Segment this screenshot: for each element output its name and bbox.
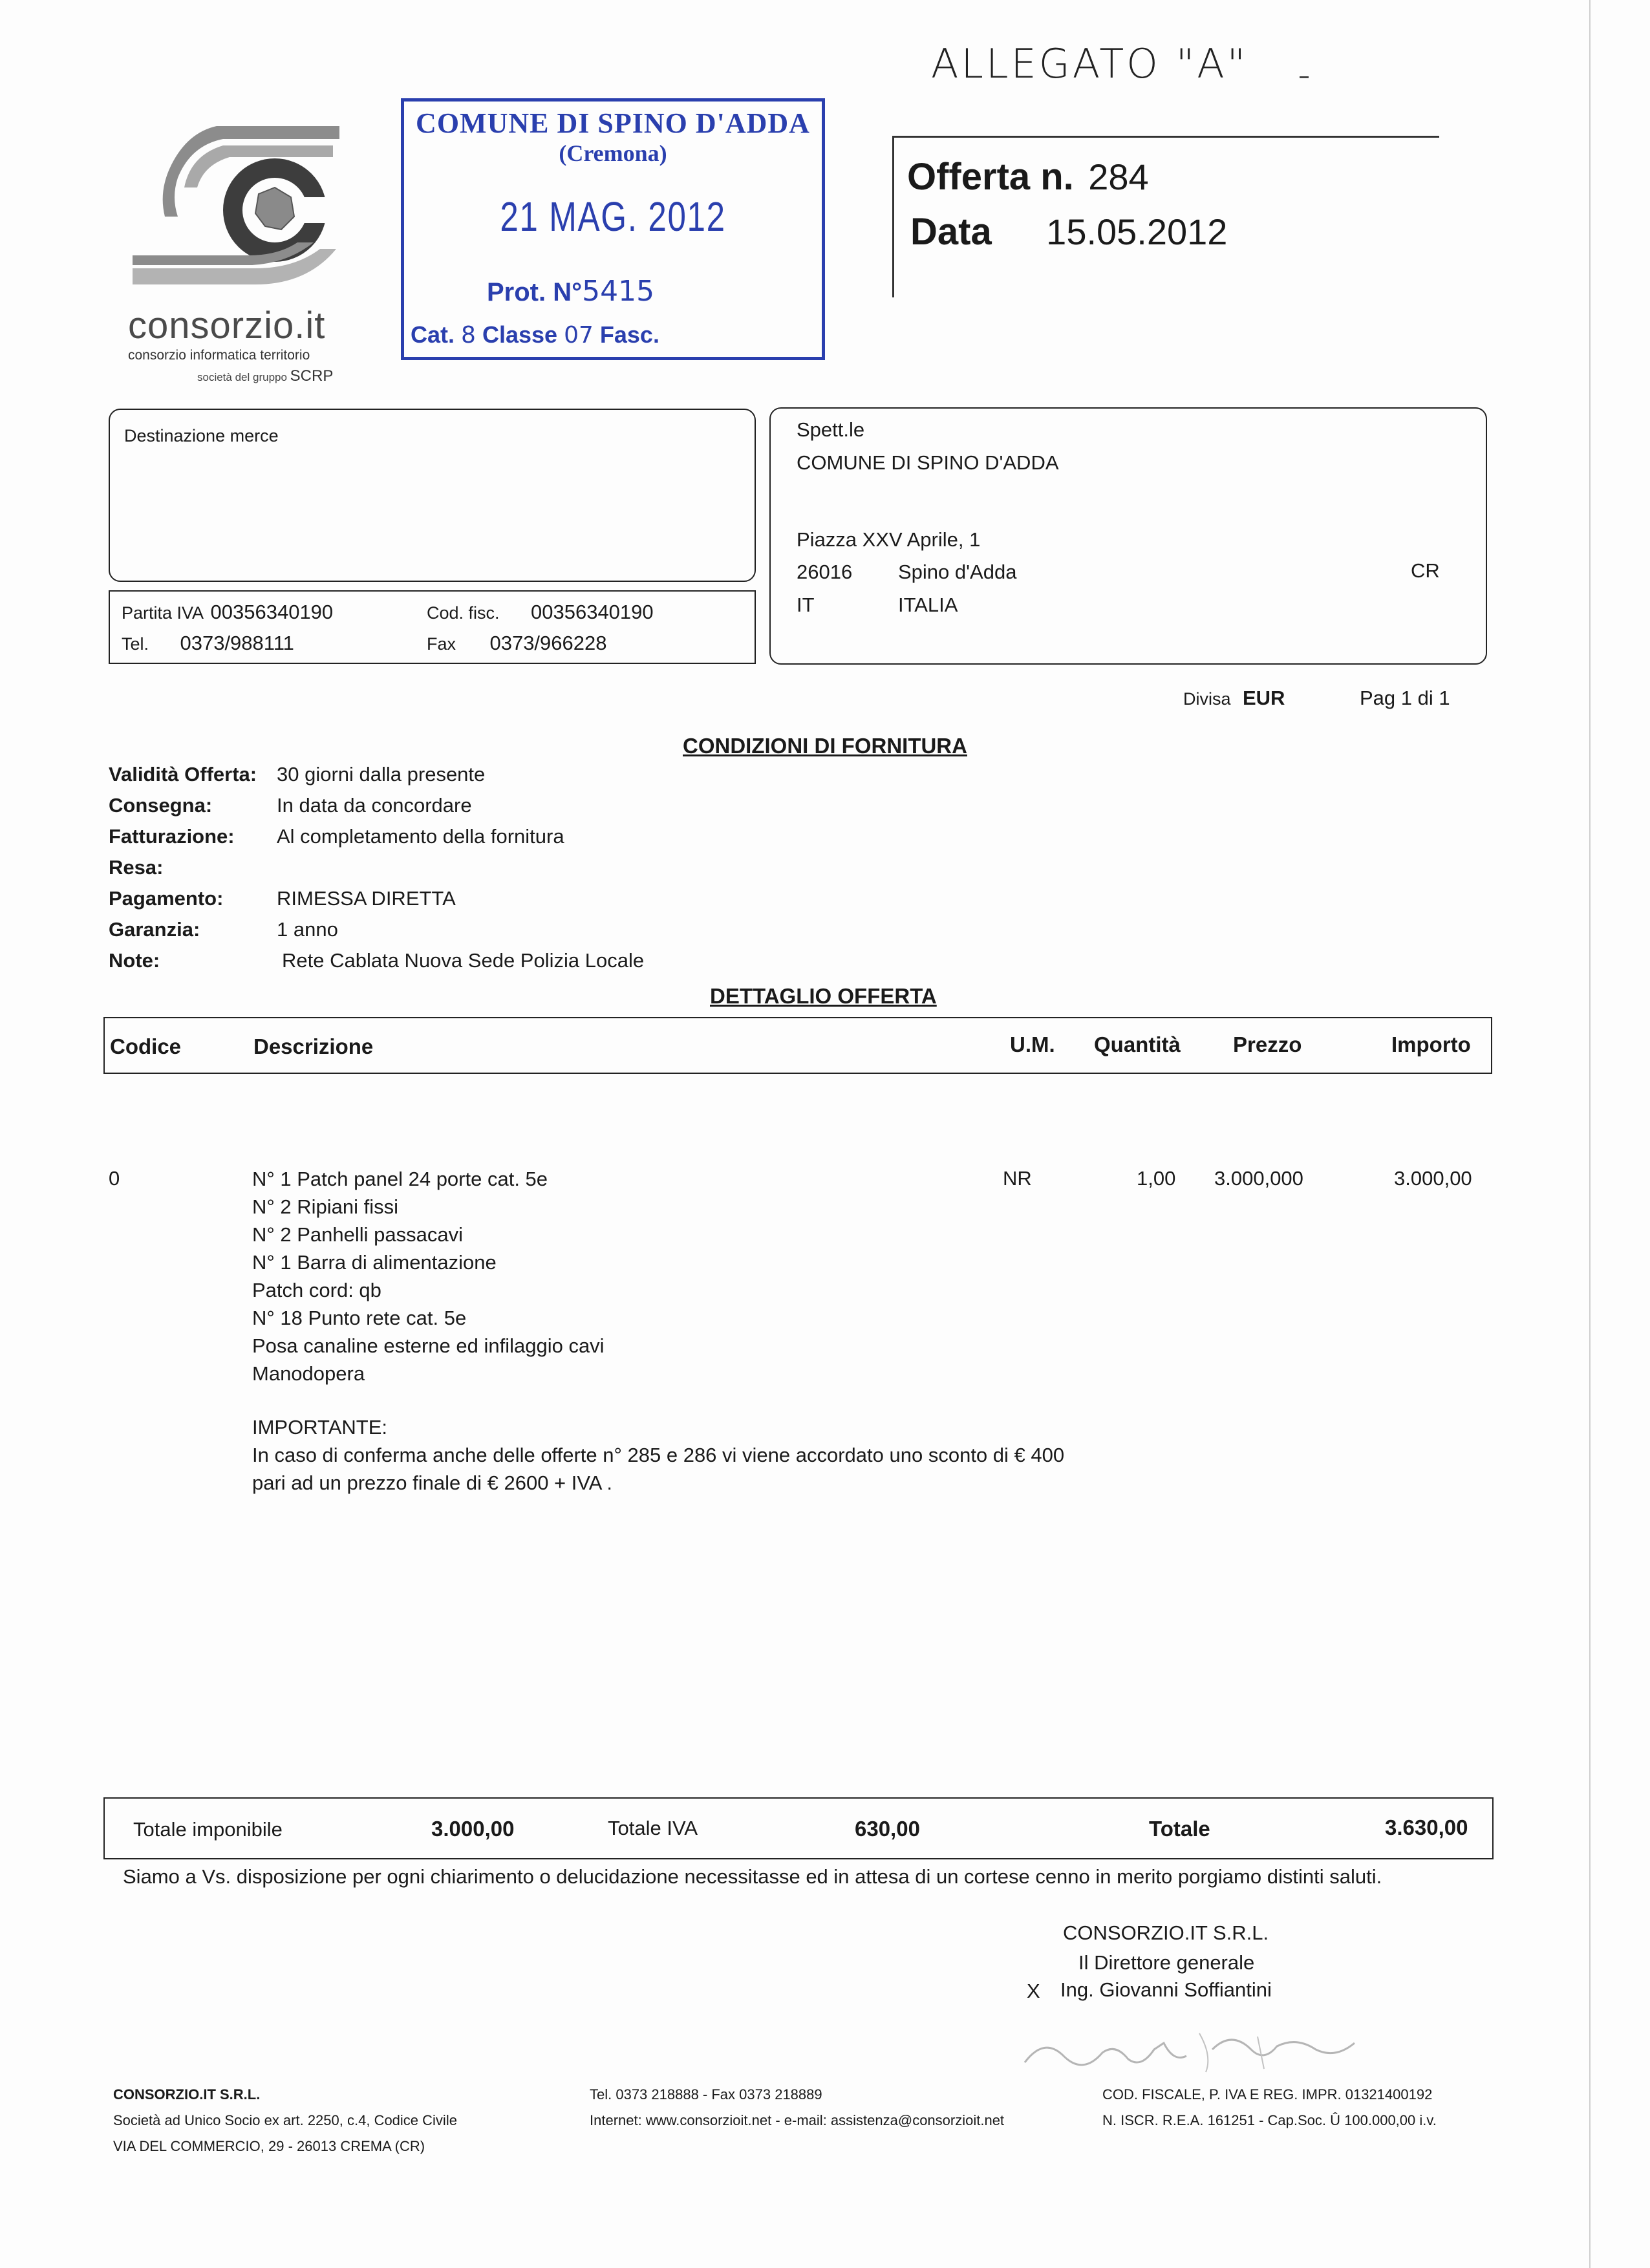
piva-label: Partita IVA xyxy=(122,603,204,623)
recipient-province: CR xyxy=(1411,559,1440,582)
item-code: 0 xyxy=(109,1167,120,1190)
page-number: Pag 1 di 1 xyxy=(1360,687,1450,709)
supplier-ids-box xyxy=(109,590,756,664)
condition-value: RIMESSA DIRETTA xyxy=(277,887,456,910)
condition-label: Fatturazione: xyxy=(109,825,235,848)
offer-number-value: 284 xyxy=(1088,156,1149,197)
col-qty: Quantità xyxy=(1094,1032,1181,1056)
handwritten-annotation: ALLEGATO "A" xyxy=(931,40,1248,87)
condition-row xyxy=(109,949,1014,980)
vat-label: Totale IVA xyxy=(608,1817,698,1839)
signature-company: CONSORZIO.IT S.R.L. xyxy=(1063,1921,1269,1944)
item-qty: 1,00 xyxy=(1137,1167,1176,1190)
logo-group xyxy=(197,367,333,385)
footer-company-address: VIA DEL COMMERCIO, 29 - 26013 CREMA (CR) xyxy=(113,2138,425,2154)
col-amount: Importo xyxy=(1391,1032,1471,1056)
closing-text: Siamo a Vs. disposizione per ogni chiarimento o delucidazione necessitasse ed in attesa di un cortese cenno in merito porgiamo distinti saluti. xyxy=(123,1865,1382,1888)
condition-label: Validità Offerta: xyxy=(109,763,257,786)
offer-date-label: Data xyxy=(910,211,992,253)
vat-value: 630,00 xyxy=(855,1817,920,1841)
stamp-prot-number: 5415 xyxy=(582,275,655,308)
taxable-label: Totale imponibile xyxy=(133,1818,283,1841)
fax-label: Fax xyxy=(427,634,456,654)
condition-row xyxy=(109,763,1014,794)
recipient-country-code: IT xyxy=(797,594,815,616)
footer-phone: Tel. 0373 218888 - Fax 0373 218889 xyxy=(590,2086,822,2102)
footer-company-name: CONSORZIO.IT S.R.L. xyxy=(113,2086,261,2102)
logo-mark-icon xyxy=(126,120,346,301)
tel-label: Tel. xyxy=(122,634,149,654)
condition-label: Resa: xyxy=(109,856,164,879)
stamp-classe-label: Classe xyxy=(482,321,558,348)
signature-name: Ing. Giovanni Soffiantini xyxy=(1060,1978,1272,2001)
logo-wordmark: consorzio.it xyxy=(128,305,326,347)
pen-mark xyxy=(1300,76,1309,78)
offer-number-label: Offerta n. xyxy=(907,156,1074,198)
detail-title: DETTAGLIO OFFERTA xyxy=(710,984,937,1008)
fax-value: 0373/966228 xyxy=(489,632,607,654)
condition-label: Consegna: xyxy=(109,794,213,817)
description-line: N° 1 Barra di alimentazione xyxy=(252,1251,497,1274)
company-logo xyxy=(126,120,346,301)
footer-rea: N. ISCR. R.E.A. 161251 - Cap.Soc. Û 100.000,00 i.v. xyxy=(1102,2112,1437,2128)
offer-number xyxy=(907,155,1149,198)
tel-value: 0373/988111 xyxy=(180,632,294,654)
condition-row xyxy=(109,794,1014,825)
protocol-stamp xyxy=(401,98,825,360)
description-line: N° 2 Ripiani fissi xyxy=(252,1195,399,1218)
destination-box xyxy=(109,409,756,582)
condition-row xyxy=(109,856,1014,887)
important-title: IMPORTANTE: xyxy=(252,1416,387,1439)
condition-label: Garanzia: xyxy=(109,918,200,941)
offer-top-rule xyxy=(892,136,1439,138)
description-line: N° 2 Panhelli passacavi xyxy=(252,1223,464,1246)
currency xyxy=(1183,687,1285,710)
condition-label: Pagamento: xyxy=(109,887,224,910)
stamp-prot-label: Prot. N° xyxy=(487,278,583,306)
handwritten-signature xyxy=(1018,2024,1367,2085)
total-value: 3.630,00 xyxy=(1385,1815,1468,1839)
recipient-city: Spino d'Adda xyxy=(898,561,1017,583)
stamp-province: (Cremona) xyxy=(559,140,667,166)
col-code: Codice xyxy=(110,1034,182,1058)
detail-table-header xyxy=(103,1017,1492,1074)
piva-value: 00356340190 xyxy=(210,601,334,623)
col-description: Descrizione xyxy=(253,1034,374,1058)
condition-row xyxy=(109,825,1014,856)
logo-group-brand: SCRP xyxy=(290,367,334,385)
footer-registration xyxy=(1102,2082,1437,2134)
scan-edge xyxy=(1589,0,1591,2268)
condition-value: Rete Cablata Nuova Sede Polizia Locale xyxy=(282,949,645,972)
stamp-prot xyxy=(487,275,654,308)
footer-contacts xyxy=(590,2082,1004,2134)
cf-label: Cod. fisc. xyxy=(427,603,500,623)
footer-company-legal: Società ad Unico Socio ex art. 2250, c.4, Codice Civile xyxy=(113,2112,457,2128)
recipient-zip: 26016 xyxy=(797,561,853,583)
stamp-cat-value: 8 xyxy=(461,322,476,348)
footer-internet: Internet: www.consorzioit.net - e-mail: assistenza@consorzioit.net xyxy=(590,2112,1005,2128)
conditions-title: CONDIZIONI DI FORNITURA xyxy=(683,734,967,758)
stamp-classe-value: 07 xyxy=(564,322,594,348)
currency-label: Divisa xyxy=(1183,689,1231,709)
important-line: pari ad un prezzo finale di € 2600 + IVA . xyxy=(252,1471,612,1494)
item-amount: 3.000,00 xyxy=(1394,1167,1472,1190)
condition-value: 30 giorni dalla presente xyxy=(277,763,486,786)
recipient-street: Piazza XXV Aprile, 1 xyxy=(797,528,981,551)
conditions-list xyxy=(109,763,1014,980)
col-price: Prezzo xyxy=(1233,1032,1302,1056)
item-um: NR xyxy=(1003,1167,1032,1190)
offer-date-value: 15.05.2012 xyxy=(1046,211,1228,252)
logo-subtitle: consorzio informatica territorio xyxy=(128,348,310,363)
recipient-name: COMUNE DI SPINO D'ADDA xyxy=(797,451,1059,474)
piva-row xyxy=(122,601,333,624)
currency-value: EUR xyxy=(1242,687,1285,709)
recipient-salutation: Spett.le xyxy=(797,418,865,441)
description-line: Patch cord: qb xyxy=(252,1279,381,1301)
stamp-cat-label: Cat. xyxy=(411,321,455,348)
signature-scribble-icon xyxy=(1018,2024,1367,2082)
fax-row xyxy=(427,632,607,655)
cf-value: 00356340190 xyxy=(531,601,654,623)
footer-tax-id: COD. FISCALE, P. IVA E REG. IMPR. 01321400192 xyxy=(1102,2086,1433,2102)
description-line: N° 18 Punto rete cat. 5e xyxy=(252,1307,467,1329)
condition-label: Note: xyxy=(109,949,160,972)
condition-value: 1 anno xyxy=(277,918,338,941)
description-line: Posa canaline esterne ed infilaggio cavi xyxy=(252,1334,605,1357)
total-label: Totale xyxy=(1149,1817,1210,1841)
destination-label: Destinazione merce xyxy=(124,426,279,445)
col-um: U.M. xyxy=(1010,1032,1055,1056)
offer-date xyxy=(910,210,1227,253)
stamp-fasc-label: Fasc. xyxy=(599,321,659,348)
footer-company xyxy=(113,2082,457,2159)
stamp-date: 21 MAG. 2012 xyxy=(500,193,726,240)
important-line: In caso di conferma anche delle offerte n° 285 e 286 vi viene accordato uno sconto di € 400 xyxy=(252,1444,1065,1466)
signature-role: Il Direttore generale xyxy=(1078,1951,1255,1974)
description-line: N° 1 Patch panel 24 porte cat. 5e xyxy=(252,1168,548,1190)
cf-row xyxy=(427,601,654,624)
condition-value: In data da concordare xyxy=(277,794,472,817)
stamp-municipality: COMUNE DI SPINO D'ADDA xyxy=(416,107,810,139)
condition-value: Al completamento della fornitura xyxy=(277,825,564,848)
description-line: Manodopera xyxy=(252,1362,365,1385)
offer-left-rule xyxy=(892,136,894,297)
item-description xyxy=(252,1165,1064,1497)
condition-row xyxy=(109,918,1014,949)
logo-group-text: società del gruppo xyxy=(197,371,287,383)
stamp-classification xyxy=(411,321,659,348)
condition-row xyxy=(109,887,1014,918)
totals-box xyxy=(103,1797,1494,1859)
recipient-country: ITALIA xyxy=(898,594,958,616)
signature-mark: X xyxy=(1027,1980,1040,2002)
taxable-value: 3.000,00 xyxy=(431,1817,515,1841)
tel-row xyxy=(122,632,294,655)
item-price: 3.000,000 xyxy=(1214,1167,1303,1190)
recipient-box xyxy=(769,407,1487,665)
